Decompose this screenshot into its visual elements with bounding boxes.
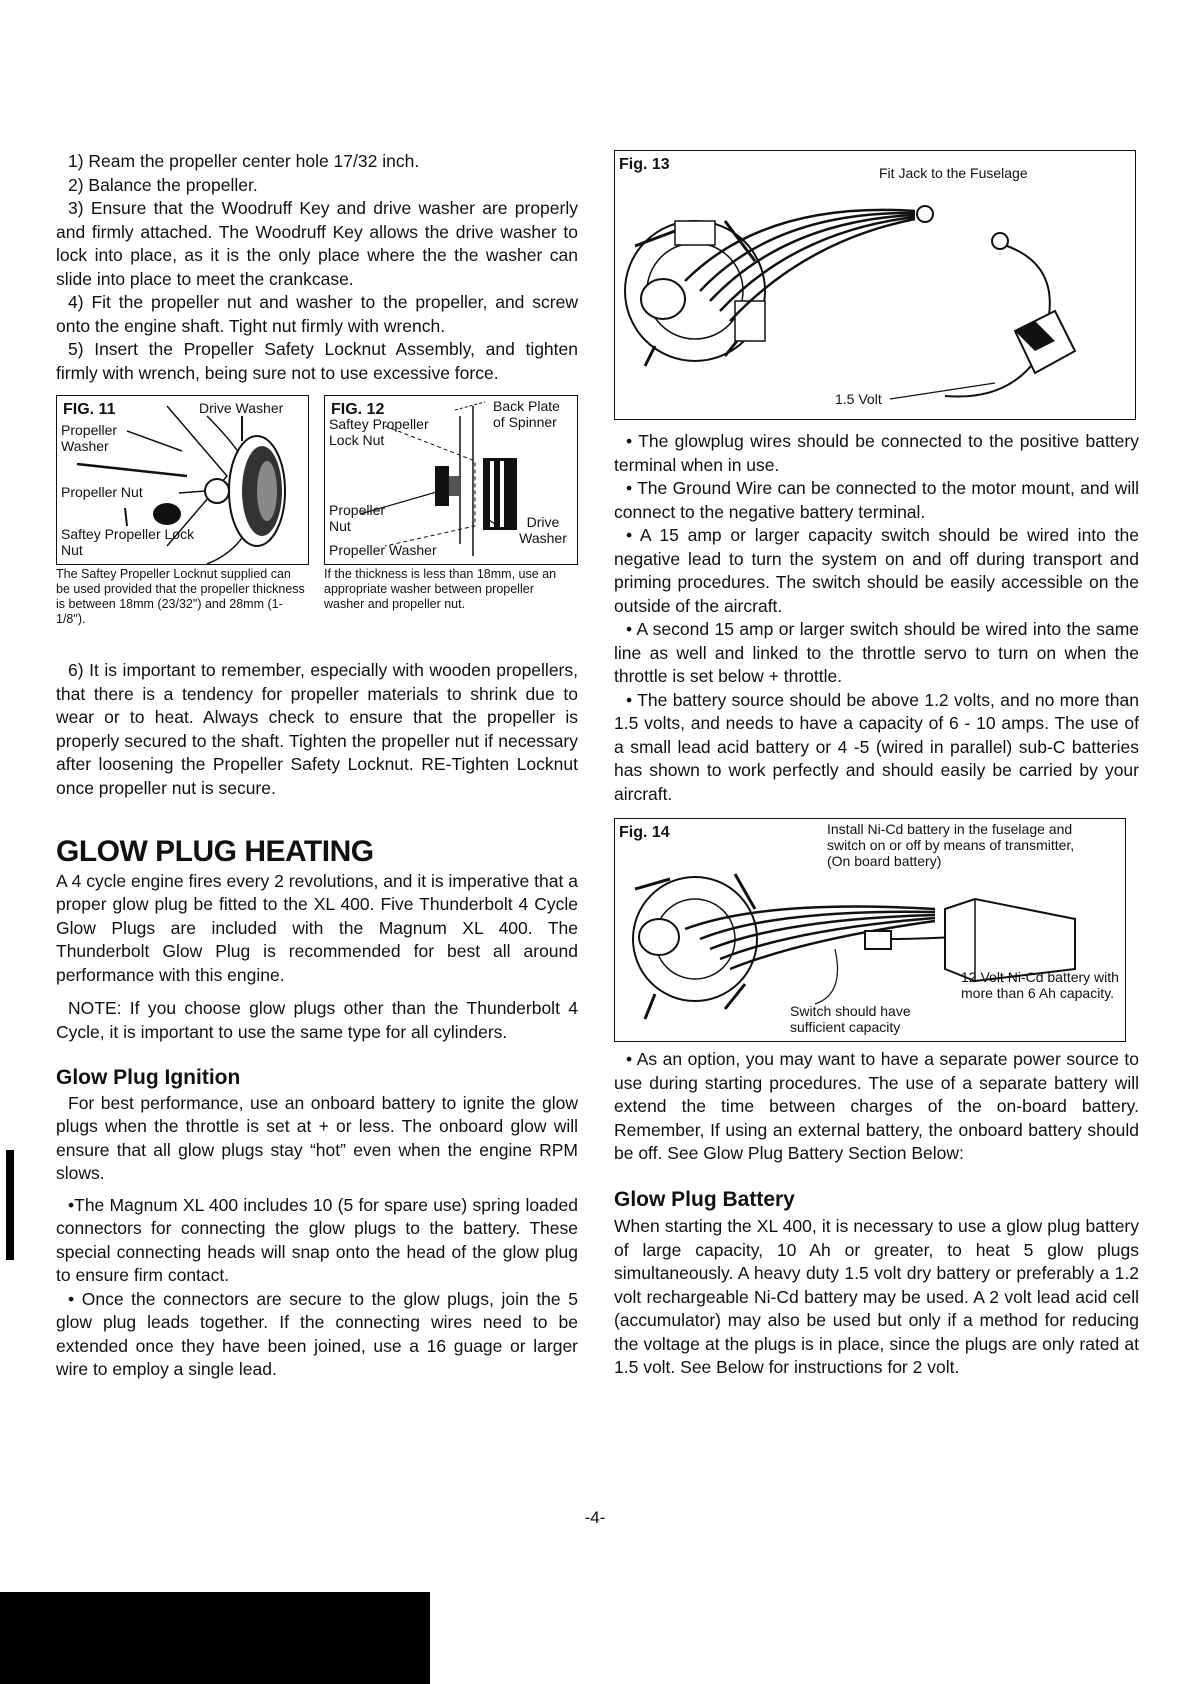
separate-power-option: • As an option, you may want to have a separate power source to use during starting procedures. The use of a separate battery will extend the time between charges of the on-board battery. Remember, If using an external battery, the onboard battery should be off. See Glow Plug Battery Section Below: <box>614 1049 1139 1163</box>
figure-12-caption: If the thickness is less than 18mm, use an appropriate washer between propeller washer and propeller nut. <box>324 567 557 611</box>
ignition-text: For best performance, use an onboard battery to ignite the glow plugs when the throttle is set at + or less. The onboard glow will ensure that all glow plugs stay “hot” even when the engine RPM slows. <box>56 1092 578 1183</box>
volt-note: 1.5 Volt <box>835 391 882 407</box>
right-bullet-3: • A 15 amp or larger capacity switch should be wired into the negative lead to turn the system on and off during transport and priming procedures. The switch should be easily accessible on the outside of the aircraft. <box>614 525 1139 616</box>
ignition-bullet-1: •The Magnum XL 400 includes 10 (5 for spare use) spring loaded connectors for connecting the glow plugs to the battery. These special connecting heads will snap onto the head of the glow plug to ensure firm contact. <box>56 1194 578 1285</box>
fig12-lock-nut-label: Saftey Propeller Lock Nut <box>329 416 429 448</box>
fig12-propeller-washer-label: Propeller Washer <box>329 542 437 558</box>
step-2: 2) Balance the propeller. <box>68 174 258 195</box>
battery-capacity-note: 12 Volt Ni-Cd battery with more than 6 Ah capacity. <box>961 969 1119 1001</box>
propeller-nut-label: Propeller Nut <box>61 484 143 500</box>
figure-12-label: FIG. 12 <box>331 401 385 418</box>
step-3: 3) Ensure that the Woodruff Key and drive washer are properly and firmly attached. The Woodruff Key allows the drive washer to lock into place, as it is the only place where the the washer can slide into place to meet the crankcase. <box>56 198 578 289</box>
figure-11 <box>56 395 309 565</box>
glow-plug-intro: A 4 cycle engine fires every 2 revolutions, and it is imperative that a proper glow plug be fitted to the XL 400. Five Thunderbolt 4 Cycle Glow Plugs are included with the Magnum XL 400. The Thunderbolt Glow Plug is recommended for best all around performance with this engine. <box>56 870 578 985</box>
step-5: 5) Insert the Propeller Safety Locknut Assembly, and tighten firmly with wrench, being sure not to use excessive force. <box>56 339 578 383</box>
figure-14 <box>614 818 1126 1042</box>
page-number: -4- <box>584 1508 606 1527</box>
section-heading: GLOW PLUG HEATING <box>56 835 374 868</box>
figure-14-label: Fig. 14 <box>619 824 670 841</box>
battery-text: When starting the XL 400, it is necessary to use a glow plug battery of large capacity, 10 Ah or greater, to heat 5 glow plugs simultaneously. A heavy duty 1.5 volt dry battery or preferably a 1.2 volt rechargeable Ni-Cd battery may be used. A 2 volt lead acid cell (accumulator) may also be used but only if a method for reducing the voltage at the plugs is in place, since the plugs are only rated at 1.5 volt. See Below for instructions for 2 volt. <box>614 1216 1139 1377</box>
step-6: 6) It is important to remember, especially with wooden propellers, that there is a tendency for propeller materials to shrink due to wear or to heat. Always check to ensure that the propeller is properly secured to the shaft. Tighten the propeller nut if necessary after loosening the Propeller Safety Locknut. RE-Tighten Locknut once propeller nut is secure. <box>56 660 578 798</box>
propeller-washer-label: Propeller Washer <box>61 422 118 454</box>
scan-artifact-left <box>6 1150 14 1260</box>
right-bullet-1: • The glowplug wires should be connected to the positive battery terminal when in use. <box>614 431 1139 475</box>
figure-13-label: Fig. 13 <box>619 156 670 173</box>
battery-heading: Glow Plug Battery <box>614 1187 795 1211</box>
figure-12 <box>324 395 578 565</box>
right-bullet-4: • A second 15 amp or larger switch should be wired into the same line as well and linked to the throttle servo to turn on when the throttle is set below + throttle. <box>614 619 1139 686</box>
fig12-drive-washer-label: Drive Washer <box>519 514 567 546</box>
saftey-lock-nut-label: Saftey Propeller Lock Nut <box>61 526 195 558</box>
left-column <box>56 150 578 1382</box>
back-plate-label: Back Plate of Spinner <box>493 398 573 430</box>
figure-11-caption: The Saftey Propeller Locknut supplied can be used provided that the propeller thickness is between 18mm (23/32") and 28mm (1-1/8"). <box>56 567 305 626</box>
switch-capacity-note: Switch should have sufficient capacity <box>790 1003 911 1035</box>
right-bullet-2: • The Ground Wire can be connected to the motor mount, and will connect to the negative battery terminal. <box>614 478 1139 522</box>
figure-11-label: FIG. 11 <box>63 401 116 418</box>
fit-jack-note: Fit Jack to the Fuselage <box>879 165 1028 181</box>
right-column <box>614 150 1139 1380</box>
figure-13 <box>614 150 1136 420</box>
install-note: Install Ni-Cd battery in the fuselage and switch on or off by means of transmitter, (On board battery) <box>827 821 1075 869</box>
note: NOTE: If you choose glow plugs other than the Thunderbolt 4 Cycle, it is important to use the same type for all cylinders. <box>56 998 578 1042</box>
right-bullets <box>614 430 1139 806</box>
drive-washer-label: Drive Washer <box>199 400 284 416</box>
right-bullet-5: • The battery source should be above 1.2 volts, and no more than 1.5 volts, and needs to have a capacity of 6 - 10 amps. The use of a small lead acid battery or 4 -5 (wired in parallel) sub-C batteries has shown to work perfectly and should easily be carried by your aircraft. <box>614 689 1139 804</box>
step-1: 1) Ream the propeller center hole 17/32 inch. <box>68 151 420 171</box>
fig12-propeller-nut-label: Propeller Nut <box>329 502 386 534</box>
ignition-heading: Glow Plug Ignition <box>56 1066 241 1089</box>
ignition-bullet-2: • Once the connectors are secure to the glow plugs, join the 5 glow plug leads together. If the connecting wires need to be extended once they have been joined, use a 16 guage or larger wire to employ a single lead. <box>56 1288 578 1379</box>
figures-11-12 <box>56 395 578 657</box>
scan-artifact-bottom <box>0 1592 430 1684</box>
figure-13-drawing <box>615 151 1135 419</box>
step-4: 4) Fit the propeller nut and washer to the propeller, and screw onto the engine shaft. Tight nut firmly with wrench. <box>56 292 578 336</box>
